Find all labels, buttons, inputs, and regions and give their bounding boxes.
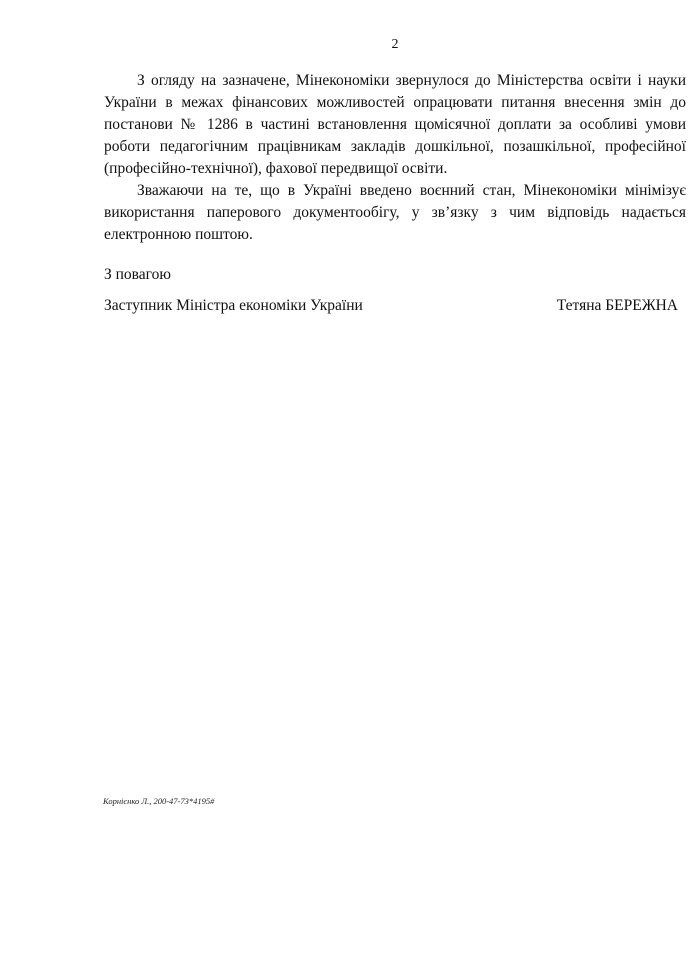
page-number: 2	[391, 37, 399, 52]
letter-body	[104, 70, 686, 246]
signatory-position: Заступник Міністра економіки України	[104, 297, 363, 314]
paragraph-1: З огляду на зазначене, Мінекономіки звернулося до Міністерства освіти і науки України в межах фінансових можливостей опрацювати питання внесення змін до постанови № 1286 в частині встановлення щомісячної доплати за особливі умови роботи педагогічним працівникам закладів дошкільної, позашкільної, професійної (професійно-технічної), фахової передвищої освіти.	[104, 72, 686, 177]
closing-greeting: З повагою	[104, 266, 171, 283]
executor-note: Корнієнко Л., 200-47-73*4195#	[103, 796, 215, 806]
signatory-name: Тетяна БЕРЕЖНА	[556, 297, 678, 314]
paragraph-2: Зважаючи на те, що в Україні введено воєнний стан, Мінекономіки мінімізує використання паперового документообігу, у зв’язку з чим відповідь надається електронною поштою.	[104, 182, 686, 243]
